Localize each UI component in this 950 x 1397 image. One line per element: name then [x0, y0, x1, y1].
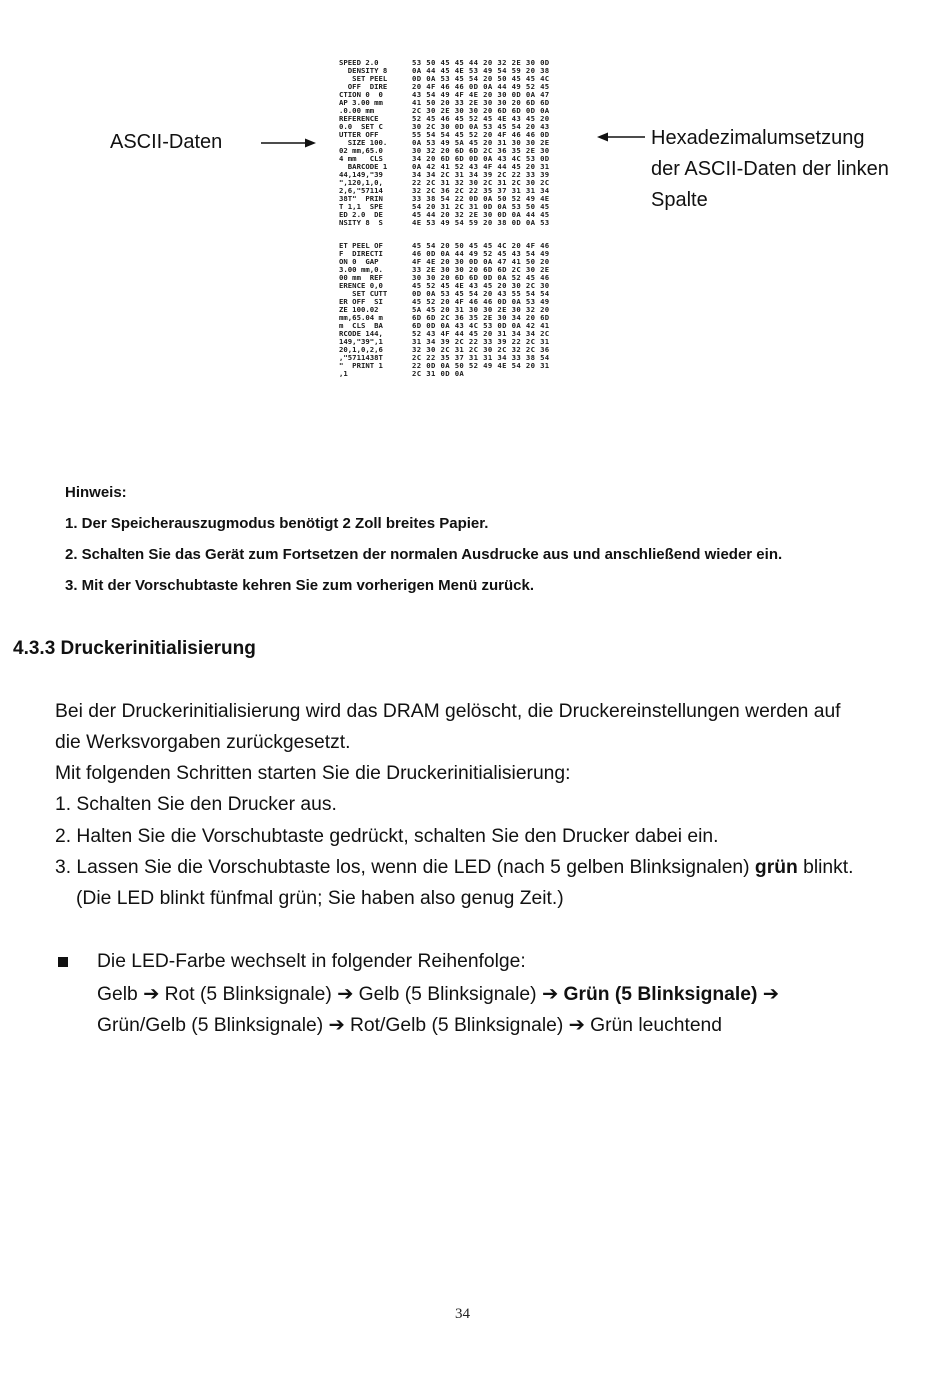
- ascii-dump-line: ,"5711438T: [339, 353, 383, 362]
- ascii-dump-line: 00 mm REF: [339, 273, 383, 282]
- note-title: Hinweis:: [65, 484, 127, 501]
- ascii-dump-line: OFF DIRE: [339, 82, 388, 91]
- hex-dump-column: [412, 59, 550, 378]
- paragraph-line: die Werksvorgaben zurückgesetzt.: [55, 732, 351, 753]
- hex-dump-line: 45 52 45 4E 43 45 20 30 2C 30: [412, 281, 550, 290]
- hex-dump-line: 53 50 45 45 44 20 32 2E 30 0D: [412, 58, 550, 67]
- hex-dump-line: 32 2C 36 2C 22 35 37 31 31 34: [412, 186, 550, 195]
- ascii-dump-line: SPEED 2.0: [339, 58, 379, 67]
- hex-dump-line: 34 34 2C 31 34 39 2C 22 33 39: [412, 170, 550, 179]
- hex-dump-line: 2C 30 2E 30 30 20 6D 6D 0D 0A: [412, 106, 550, 115]
- hex-dump-line: 5A 45 20 31 30 30 2E 30 32 20: [412, 305, 550, 314]
- step-item: [55, 857, 854, 879]
- arrow-right-icon: ➔: [762, 984, 779, 1005]
- hex-dump-line: 45 44 20 32 2E 30 0D 0A 44 45: [412, 210, 550, 219]
- ascii-dump-line: 38T" PRIN: [339, 194, 383, 203]
- sequence-step: Grün (5 Blinksignale): [563, 984, 758, 1005]
- hex-dump-line: 20 4F 46 46 0D 0A 44 49 52 45: [412, 82, 550, 91]
- hex-dump-line: 22 2C 31 32 30 2C 31 2C 30 2C: [412, 178, 550, 187]
- ascii-dump-line: 4 mm CLS: [339, 154, 383, 163]
- hex-dump-line: 54 20 31 2C 31 0D 0A 53 50 45: [412, 202, 550, 211]
- ascii-dump-column: [339, 59, 387, 378]
- hex-label-line: der ASCII-Daten der linken: [651, 158, 889, 180]
- sequence-step: Rot/Gelb (5 Blinksignale): [350, 1015, 564, 1036]
- hex-dump-line: 52 43 4F 44 45 20 31 34 34 2C: [412, 329, 550, 338]
- hex-dump-line: 2C 22 35 37 31 31 34 33 38 54: [412, 353, 550, 362]
- note-item: 3. Mit der Vorschubtaste kehren Sie zum vorherigen Menü zurück.: [65, 577, 534, 594]
- dump-block-gap: [339, 227, 387, 242]
- step-text: 3. Lassen Sie die Vorschubtaste los, wenn die LED (nach 5 gelben Blinksignalen): [55, 857, 755, 878]
- dump-block-gap: [412, 227, 550, 242]
- ascii-dump-line: m CLS BA: [339, 321, 383, 330]
- hex-dump-line: 34 20 6D 6D 0D 0A 43 4C 53 0D: [412, 154, 550, 163]
- ascii-dump-line: CTION 0 0: [339, 90, 383, 99]
- step-item: 1. Schalten Sie den Drucker aus.: [55, 794, 337, 815]
- paragraph-line: Mit folgenden Schritten starten Sie die Druckerinitialisierung:: [55, 763, 571, 784]
- ascii-dump-line: " PRINT 1: [339, 361, 383, 370]
- step-item: 2. Halten Sie die Vorschubtaste gedrückt, schalten Sie den Drucker dabei ein.: [55, 826, 719, 847]
- ascii-dump-line: SET PEEL: [339, 74, 388, 83]
- arrow-right-icon: ➔: [541, 984, 559, 1005]
- hex-dump-line: 31 34 39 2C 22 33 39 22 2C 31: [412, 337, 550, 346]
- paragraph-line: Bei der Druckerinitialisierung wird das DRAM gelöscht, die Druckereinstellungen werden auf: [55, 701, 841, 722]
- section-heading: 4.3.3 Druckerinitialisierung: [13, 638, 256, 659]
- ascii-dump-line: ER OFF SI: [339, 297, 383, 306]
- sequence-step: Gelb: [97, 984, 138, 1005]
- ascii-dump-line: ET PEEL OF: [339, 241, 383, 250]
- hex-dump-line: 32 30 2C 31 2C 30 2C 32 2C 36: [412, 345, 550, 354]
- hex-dump-line: 33 38 54 22 0D 0A 50 52 49 4E: [412, 194, 550, 203]
- hex-dump-line: 0D 0A 53 45 54 20 50 45 45 4C: [412, 74, 550, 83]
- hex-dump-line: 6D 0D 0A 43 4C 53 0D 0A 42 41: [412, 321, 550, 330]
- step-note: (Die LED blinkt fünfmal grün; Sie haben also genug Zeit.): [76, 888, 564, 909]
- ascii-dump-line: SET CUTT: [339, 289, 388, 298]
- arrow-right-icon: ➔: [568, 1015, 585, 1036]
- hex-dump-line: 33 2E 30 30 20 6D 6D 2C 30 2E: [412, 265, 550, 274]
- hex-dump-line: 0A 44 45 4E 53 49 54 59 20 38: [412, 66, 550, 75]
- ascii-dump-line: T 1,1 SPE: [339, 202, 383, 211]
- ascii-dump-line: 20,1,0,2,6: [339, 345, 383, 354]
- arrow-left-icon: [597, 131, 645, 143]
- sequence-line: [97, 982, 779, 1006]
- hex-dump-line: 0A 42 41 52 43 4F 44 45 20 31: [412, 162, 550, 171]
- ascii-dump-line: ERENCE 0,0: [339, 281, 383, 290]
- page-number: 34: [455, 1306, 470, 1322]
- step-text: blinkt.: [797, 857, 854, 878]
- bullet-text: Die LED-Farbe wechselt in folgender Reihenfolge:: [97, 951, 526, 972]
- hex-dump-line: 46 0D 0A 44 49 52 45 43 54 49: [412, 249, 550, 258]
- step-emphasis: grün: [754, 857, 798, 878]
- ascii-dump-line: RCODE 144,: [339, 329, 383, 338]
- ascii-dump-line: 2,6,"57114: [339, 186, 383, 195]
- ascii-dump-line: .0.00 mm: [339, 106, 375, 115]
- note-item: 2. Schalten Sie das Gerät zum Fortsetzen der normalen Ausdrucke aus und anschließend wieder ein.: [65, 546, 783, 563]
- hex-dump-line: 55 54 54 45 52 20 4F 46 46 0D: [412, 130, 550, 139]
- arrow-right-icon: ➔: [328, 1015, 345, 1036]
- hex-label-line: Hexadezimalumsetzung: [651, 127, 865, 149]
- hex-dump-line: 30 2C 30 0D 0A 53 45 54 20 43: [412, 122, 550, 131]
- ascii-label: ASCII-Daten: [110, 131, 223, 153]
- ascii-dump-line: ED 2.0 DE: [339, 210, 383, 219]
- hex-dump-line: 52 45 46 45 52 45 4E 43 45 20: [412, 114, 550, 123]
- ascii-dump-line: F DIRECTI: [339, 249, 383, 258]
- ascii-dump-line: ",120,1,0,: [339, 178, 383, 187]
- hex-dump-line: 4F 4E 20 30 0D 0A 47 41 50 20: [412, 257, 550, 266]
- hex-dump-line: 43 54 49 4F 4E 20 30 0D 0A 47: [412, 90, 550, 99]
- hex-dump-line: 4E 53 49 54 59 20 38 0D 0A 53: [412, 218, 550, 227]
- sequence-step: Grün leuchtend: [590, 1015, 722, 1036]
- ascii-dump-line: ON 0 GAP: [339, 257, 379, 266]
- ascii-dump-line: mm,65.04 m: [339, 313, 383, 322]
- ascii-dump-line: SIZE 100.: [339, 138, 388, 147]
- hex-dump-line: 45 54 20 50 45 45 4C 20 4F 46: [412, 241, 550, 250]
- hex-dump-line: 0A 53 49 5A 45 20 31 30 30 2E: [412, 138, 550, 147]
- arrow-right-icon: ➔: [143, 984, 160, 1005]
- sequence-step: Rot (5 Blinksignale): [164, 984, 332, 1005]
- hex-dump-line: 45 52 20 4F 46 46 0D 0A 53 49: [412, 297, 550, 306]
- sequence-line: [97, 1013, 722, 1037]
- hex-label-line: Spalte: [651, 189, 708, 211]
- ascii-dump-line: 44,149,"39: [339, 170, 383, 179]
- hex-dump-line: 0D 0A 53 45 54 20 43 55 54 54: [412, 289, 550, 298]
- ascii-dump-line: ,1: [339, 369, 348, 378]
- ascii-dump-line: 0.0 SET C: [339, 122, 383, 131]
- ascii-dump-line: BARCODE 1: [339, 162, 388, 171]
- arrow-right-icon: [261, 137, 317, 149]
- hex-dump-line: 41 50 20 33 2E 30 30 20 6D 6D: [412, 98, 550, 107]
- hex-dump-line: 30 30 20 6D 6D 0D 0A 52 45 46: [412, 273, 550, 282]
- arrow-right-icon: ➔: [337, 984, 354, 1005]
- ascii-dump-line: REFERENCE: [339, 114, 379, 123]
- ascii-dump-line: 149,"39",1: [339, 337, 383, 346]
- ascii-dump-line: UTTER OFF: [339, 130, 379, 139]
- sequence-step: Gelb (5 Blinksignale): [358, 984, 537, 1005]
- hex-dump-line: 30 32 20 6D 6D 2C 36 35 2E 30: [412, 146, 550, 155]
- hex-dump-line: 22 0D 0A 50 52 49 4E 54 20 31: [412, 361, 550, 370]
- ascii-dump-line: AP 3.00 mm: [339, 98, 383, 107]
- ascii-dump-line: 3.00 mm,0.: [339, 265, 383, 274]
- note-item: 1. Der Speicherauszugmodus benötigt 2 Zoll breites Papier.: [65, 515, 489, 532]
- sequence-step: Grün/Gelb (5 Blinksignale): [97, 1015, 324, 1036]
- hex-dump-line: 6D 6D 2C 36 35 2E 30 34 20 6D: [412, 313, 550, 322]
- ascii-dump-line: DENSITY 8: [339, 66, 388, 75]
- ascii-dump-line: ZE 100.02: [339, 305, 379, 314]
- hex-label: [651, 123, 889, 216]
- square-bullet-icon: [58, 957, 68, 967]
- ascii-dump-line: 02 mm,65.0: [339, 146, 383, 155]
- hex-dump-line: 2C 31 0D 0A: [412, 369, 465, 378]
- ascii-dump-line: NSITY 8 S: [339, 218, 383, 227]
